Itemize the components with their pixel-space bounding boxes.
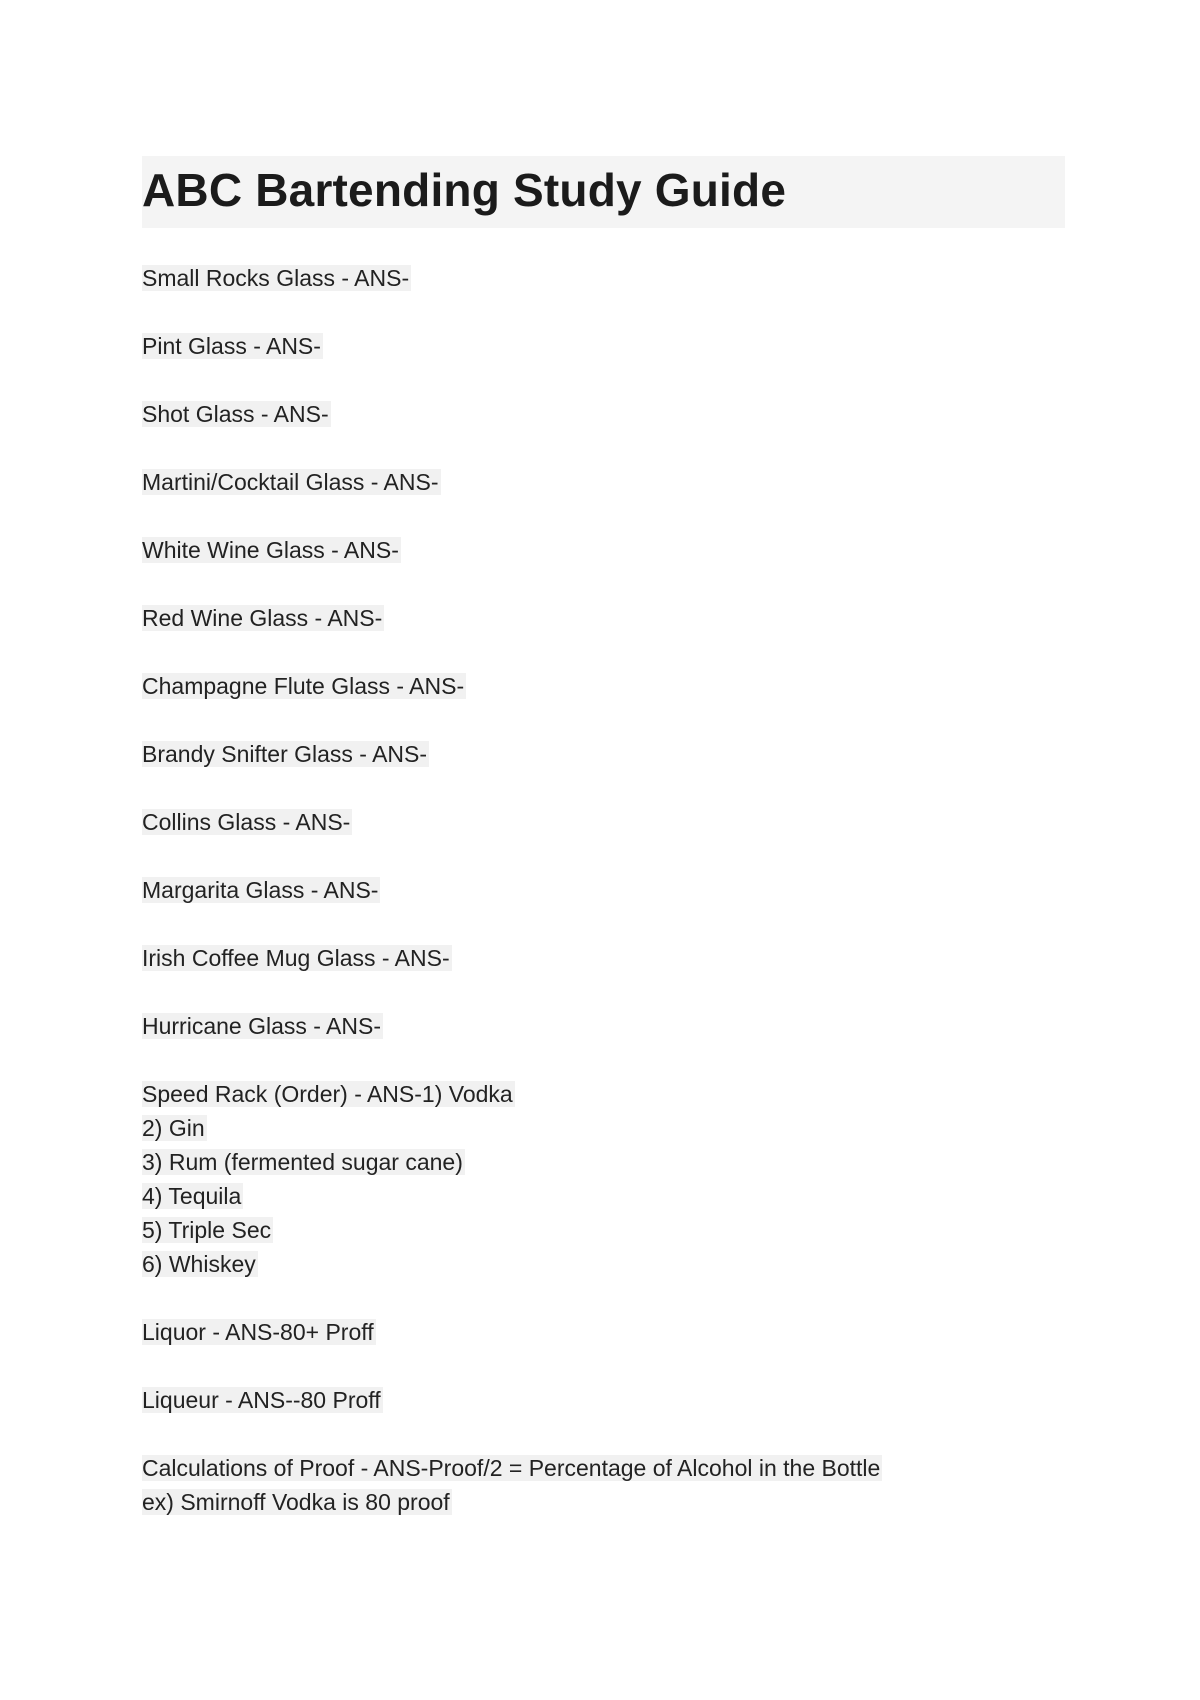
- entry-line: [142, 941, 1082, 975]
- entry-line: [142, 329, 1082, 363]
- entry-line: [142, 669, 1082, 703]
- study-entries-list: [142, 261, 1082, 1553]
- entry-text: 4) Tequila: [142, 1183, 242, 1209]
- study-entry: [142, 737, 1082, 771]
- entry-text: 3) Rum (fermented sugar cane): [142, 1149, 463, 1175]
- entry-text: ex) Smirnoff Vodka is 80 proof: [142, 1489, 450, 1515]
- study-entry: [142, 261, 1082, 295]
- entry-line: [142, 465, 1082, 499]
- entry-text: 6) Whiskey: [142, 1251, 256, 1277]
- entry-line: [142, 805, 1082, 839]
- entry-text: 2) Gin: [142, 1115, 205, 1141]
- entry-text: Collins Glass - ANS-: [142, 809, 351, 835]
- study-entry: [142, 1009, 1082, 1043]
- entry-line: [142, 737, 1082, 771]
- entry-text: Liqueur - ANS--80 Proff: [142, 1387, 381, 1413]
- entry-text: Liquor - ANS-80+ Proff: [142, 1319, 374, 1345]
- entry-text: Hurricane Glass - ANS-: [142, 1013, 382, 1039]
- entry-text: Calculations of Proof - ANS-Proof/2 = Percentage of Alcohol in the Bottle: [142, 1455, 881, 1481]
- entry-text: 5) Triple Sec: [142, 1217, 272, 1243]
- study-entry: [142, 1383, 1082, 1417]
- entry-line: [142, 533, 1082, 567]
- entry-line: [142, 1009, 1082, 1043]
- study-entry: [142, 1451, 1082, 1519]
- entry-line: [142, 1383, 1082, 1417]
- entry-line: [142, 601, 1082, 635]
- entry-line: [142, 261, 1082, 295]
- entry-line: [142, 1179, 1082, 1213]
- entry-line: [142, 1145, 1082, 1179]
- entry-line: [142, 1213, 1082, 1247]
- study-entry: [142, 1077, 1082, 1281]
- entry-line: [142, 397, 1082, 431]
- entry-text: Irish Coffee Mug Glass - ANS-: [142, 945, 450, 971]
- entry-text: Margarita Glass - ANS-: [142, 877, 379, 903]
- entry-text: Red Wine Glass - ANS-: [142, 605, 383, 631]
- study-entry: [142, 805, 1082, 839]
- entry-line: [142, 1111, 1082, 1145]
- entry-line: [142, 1315, 1082, 1349]
- study-entry: [142, 873, 1082, 907]
- entry-line: [142, 873, 1082, 907]
- entry-text: Martini/Cocktail Glass - ANS-: [142, 469, 439, 495]
- entry-line: [142, 1451, 1082, 1485]
- study-entry: [142, 533, 1082, 567]
- entry-line: [142, 1247, 1082, 1281]
- entry-text: White Wine Glass - ANS-: [142, 537, 399, 563]
- study-entry: [142, 941, 1082, 975]
- entry-text: Brandy Snifter Glass - ANS-: [142, 741, 428, 767]
- study-entry: [142, 601, 1082, 635]
- page-title: ABC Bartending Study Guide: [142, 164, 787, 216]
- study-entry: [142, 669, 1082, 703]
- study-entry: [142, 397, 1082, 431]
- entry-text: Small Rocks Glass - ANS-: [142, 265, 410, 291]
- entry-line: [142, 1077, 1082, 1111]
- entry-text: Pint Glass - ANS-: [142, 333, 321, 359]
- entry-text: Shot Glass - ANS-: [142, 401, 329, 427]
- entry-line: [142, 1485, 1082, 1519]
- entry-text: Champagne Flute Glass - ANS-: [142, 673, 465, 699]
- study-entry: [142, 465, 1082, 499]
- study-entry: [142, 329, 1082, 363]
- study-entry: [142, 1315, 1082, 1349]
- entry-text: Speed Rack (Order) - ANS-1) Vodka: [142, 1081, 513, 1107]
